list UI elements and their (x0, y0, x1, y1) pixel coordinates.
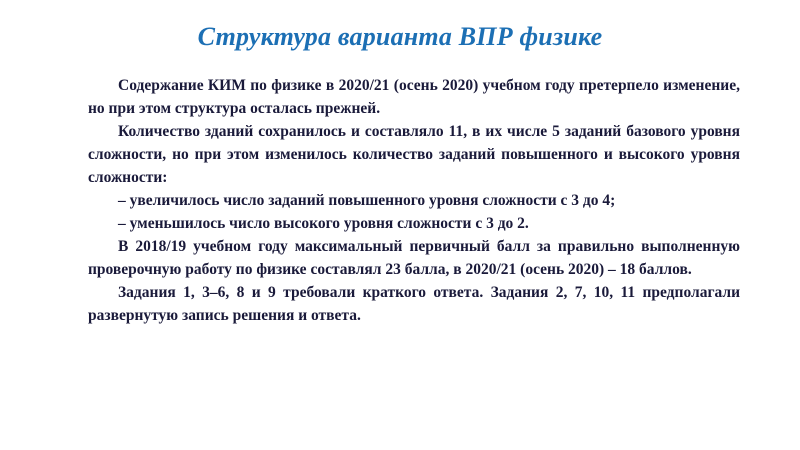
slide-body (88, 74, 740, 327)
paragraph-task-count: Количество зданий сохранилось и составляло 11, в их числе 5 заданий базового уровня сложности, но при этом изменилось количество заданий повышенного и высокого уровня сложности: (88, 123, 740, 186)
paragraph-max-score: В 2018/19 учебном году максимальный первичный балл за правильно выполненную проверочную работу по физике составлял 23 балла, в 2020/21 (осень 2020) – 18 баллов. (88, 238, 740, 278)
paragraph-increased-tasks: – увеличилось число заданий повышенного уровня сложности с 3 до 4; (118, 192, 616, 209)
slide-title: Структура варианта ВПР физике (197, 22, 603, 51)
paragraph-kim-content: Содержание КИМ по физике в 2020/21 (осень 2020) учебном году претерпело изменение, но при этом структура осталась прежней. (88, 77, 740, 117)
paragraph-decreased-tasks: – уменьшилось число высокого уровня сложности с 3 до 2. (118, 215, 529, 232)
paragraph-answer-types: Задания 1, 3–6, 8 и 9 требовали краткого ответа. Задания 2, 7, 10, 11 предполагали развернутую запись решения и ответа. (88, 284, 740, 324)
